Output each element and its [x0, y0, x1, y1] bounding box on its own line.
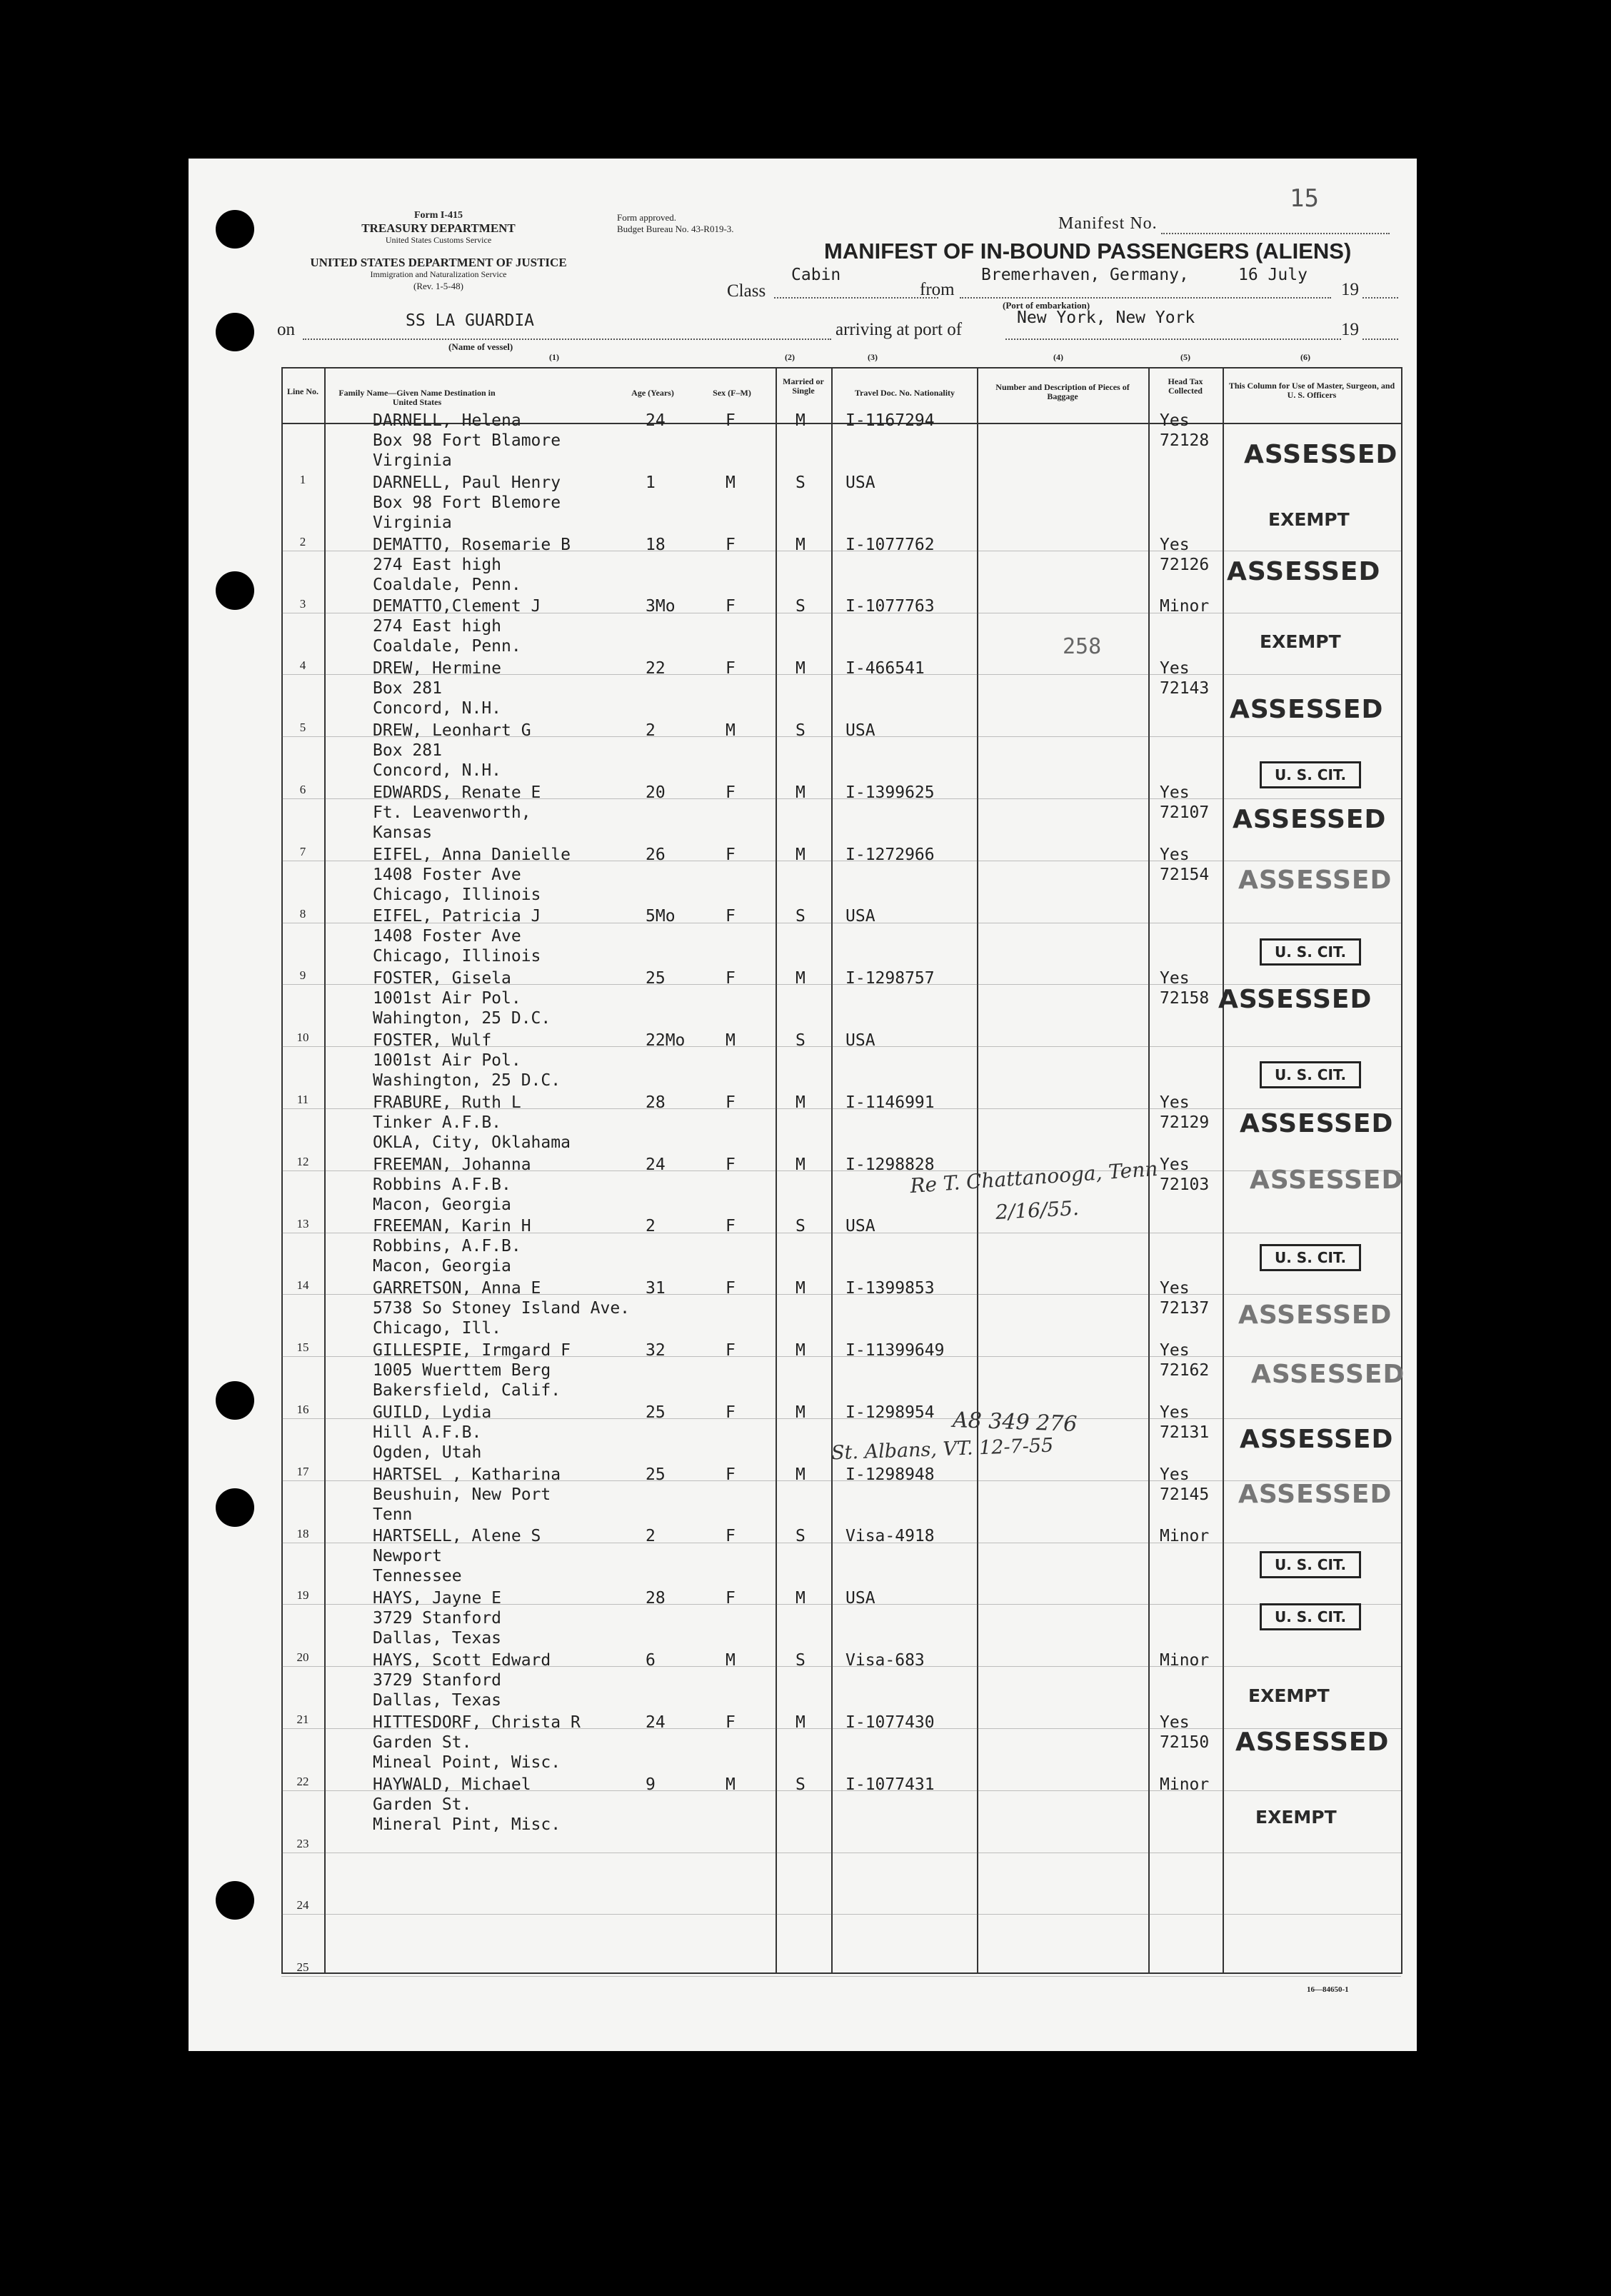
punch-hole [216, 313, 254, 351]
passenger-marital: S [796, 597, 806, 616]
head-tax-receipt: 72143 [1160, 679, 1210, 698]
from-value: Bremerhaven, Germany, [981, 266, 1189, 284]
passenger-marital: M [796, 1341, 806, 1360]
officer-stamp: U. S. CIT. [1260, 1061, 1361, 1088]
officer-stamp: ASSESSED [1218, 985, 1372, 1014]
passenger-sex: F [726, 1527, 736, 1545]
passenger-name: HARTSELL, Alene S [373, 1527, 541, 1545]
passenger-name: DEMATTO, Rosemarie B [373, 536, 571, 554]
passenger-sex: F [726, 1403, 736, 1422]
manifest-title: MANIFEST OF IN-BOUND PASSENGERS (ALIENS) [824, 239, 1352, 264]
passenger-sex: F [726, 907, 736, 926]
arriving-label: arriving at port of [835, 320, 963, 339]
passenger-age: 20 [646, 783, 666, 802]
head-tax-receipt: 72128 [1160, 431, 1210, 450]
line-number: 25 [296, 1960, 309, 1974]
passenger-name: EDWARDS, Renate E [373, 783, 541, 802]
col-line-no: Line No. [286, 386, 318, 396]
row-divider [281, 1976, 1401, 1977]
passenger-name: HAYS, Jayne E [373, 1589, 502, 1608]
passenger-age: 22Mo [646, 1031, 686, 1050]
col-baggage: Number and Description of Pieces of Baggage [995, 382, 1130, 402]
passenger-marital: S [796, 1217, 806, 1235]
passenger-name: HITTESDORF, Christa R [373, 1713, 581, 1732]
passenger-address-2: Coaldale, Penn. [373, 637, 521, 656]
passenger-name: GILLESPIE, Irmgard F [373, 1341, 571, 1360]
passenger-address-2: OKLA, City, Oklahama [373, 1133, 571, 1152]
passenger-sex: F [726, 1155, 736, 1174]
head-tax-status: Yes [1160, 1155, 1190, 1174]
passenger-age: 28 [646, 1589, 666, 1608]
passenger-sex: F [726, 1589, 736, 1608]
passenger-marital: M [796, 659, 806, 678]
head-tax-status: Yes [1160, 659, 1190, 678]
passenger-sex: F [726, 1465, 736, 1484]
line-number: 11 [296, 1093, 309, 1106]
customs-service: United States Customs Service [385, 235, 492, 245]
head-tax-status: Yes [1160, 1279, 1190, 1298]
head-tax-receipt: 72158 [1160, 989, 1210, 1008]
passenger-marital: M [796, 536, 806, 554]
passenger-name: FREEMAN, Karin H [373, 1217, 531, 1235]
passenger-address-1: Hill A.F.B. [373, 1423, 482, 1442]
line-number: 22 [296, 1775, 309, 1788]
head-tax-receipt: 72162 [1160, 1361, 1210, 1380]
passenger-name: DREW, Leonhart G [373, 721, 531, 740]
baggage-number: 258 [1063, 634, 1102, 659]
passenger-address-1: Garden St. [373, 1733, 472, 1752]
passenger-address-2: Dallas, Texas [373, 1691, 502, 1710]
officer-stamp: U. S. CIT. [1260, 761, 1361, 788]
head-tax-receipt: 72145 [1160, 1485, 1210, 1504]
passenger-marital: M [796, 411, 806, 430]
head-tax-receipt: 72154 [1160, 866, 1210, 884]
handwritten-note-1b: 2/16/55. [995, 1195, 1080, 1225]
passenger-address-2: Chicago, Illinois [373, 886, 541, 904]
passenger-address-2: Washington, 25 D.C. [373, 1071, 561, 1090]
head-tax-status: Minor [1160, 1527, 1210, 1545]
punch-hole [216, 1488, 254, 1527]
passenger-name: EIFEL, Anna Danielle [373, 846, 571, 864]
head-tax-status: Yes [1160, 1713, 1190, 1732]
officer-stamp: ASSESSED [1251, 1360, 1405, 1389]
passenger-address-2: Mineral Pint, Misc. [373, 1815, 561, 1834]
passenger-address-2: Dallas, Texas [373, 1629, 502, 1648]
line-number: 18 [296, 1527, 309, 1540]
row-divider [281, 1914, 1401, 1915]
passenger-doc: I-1298948 [845, 1465, 935, 1484]
year-label-1: 19 [1341, 280, 1359, 299]
passenger-doc: I-11399649 [845, 1341, 945, 1360]
passenger-address-1: Newport [373, 1547, 442, 1565]
officer-stamp: U. S. CIT. [1260, 1244, 1361, 1271]
passenger-sex: F [726, 597, 736, 616]
passenger-address-2: Kansas [373, 823, 433, 842]
passenger-marital: S [796, 907, 806, 926]
passenger-age: 3Mo [646, 597, 676, 616]
passenger-doc: I-1399625 [845, 783, 935, 802]
passenger-age: 31 [646, 1279, 666, 1298]
passenger-doc: I-1298954 [845, 1403, 935, 1422]
passenger-address-1: Ft. Leavenworth, [373, 803, 531, 822]
passenger-address-1: Box 98 Fort Blemore [373, 493, 561, 512]
passenger-marital: M [796, 1093, 806, 1112]
head-tax-status: Yes [1160, 1341, 1190, 1360]
officer-stamp: U. S. CIT. [1260, 1603, 1361, 1630]
officer-stamp: EXEMPT [1268, 509, 1350, 530]
passenger-age: 5Mo [646, 907, 676, 926]
col-num-5: (5) [1180, 352, 1190, 362]
passenger-sex: M [726, 1031, 736, 1050]
passenger-sex: F [726, 659, 736, 678]
passenger-name: HARTSEL , Katharina [373, 1465, 561, 1484]
passenger-marital: S [796, 1651, 806, 1670]
passenger-doc: I-1298757 [845, 969, 935, 988]
col-officers: This Column for Use of Master, Surgeon, and U. S. Officers [1228, 381, 1395, 401]
passenger-address-1: Tinker A.F.B. [373, 1113, 502, 1132]
passenger-marital: S [796, 721, 806, 740]
budget-bureau: Budget Bureau No. 43-R019-3. [617, 224, 734, 234]
passenger-sex: F [726, 846, 736, 864]
passenger-doc: USA [845, 473, 875, 492]
passenger-address-2: Tennessee [373, 1567, 462, 1585]
col-num-2: (2) [785, 352, 795, 362]
passenger-name: FREEMAN, Johanna [373, 1155, 531, 1174]
date-value: 16 July [1238, 266, 1308, 284]
line-number: 4 [299, 658, 306, 672]
officer-stamp: ASSESSED [1230, 695, 1384, 724]
passenger-age: 2 [646, 1217, 656, 1235]
passenger-sex: M [726, 721, 736, 740]
manifest-page [189, 159, 1417, 2051]
col-travel: Travel Doc. No. Nationality [854, 388, 955, 398]
officer-stamp: U. S. CIT. [1260, 938, 1361, 966]
passenger-marital: M [796, 783, 806, 802]
passenger-marital: M [796, 1155, 806, 1174]
passenger-sex: F [726, 536, 736, 554]
head-tax-status: Yes [1160, 1093, 1190, 1112]
head-tax-receipt: 72107 [1160, 803, 1210, 822]
passenger-address-1: 1001st Air Pol. [373, 1051, 521, 1070]
punch-hole [216, 571, 254, 610]
passenger-name: FRABURE, Ruth L [373, 1093, 521, 1112]
passenger-sex: F [726, 783, 736, 802]
passenger-address-1: Box 281 [373, 679, 442, 698]
head-tax-receipt: 72137 [1160, 1299, 1210, 1318]
passenger-address-1: 3729 Stanford [373, 1609, 502, 1628]
line-number: 12 [296, 1155, 309, 1168]
passenger-address-1: Garden St. [373, 1795, 472, 1814]
passenger-sex: F [726, 969, 736, 988]
vessel-label: (Name of vessel) [448, 341, 513, 352]
passenger-marital: M [796, 1465, 806, 1484]
passenger-age: 25 [646, 1403, 666, 1422]
passenger-doc: USA [845, 721, 875, 740]
form-approved: Form approved. [617, 212, 677, 223]
col-num-6: (6) [1300, 352, 1310, 362]
passenger-sex: F [726, 411, 736, 430]
passenger-marital: M [796, 1403, 806, 1422]
passenger-address-1: 1408 Foster Ave [373, 866, 521, 884]
head-tax-status: Minor [1160, 1775, 1210, 1794]
head-tax-receipt: 72131 [1160, 1423, 1210, 1442]
passenger-address-2: Concord, N.H. [373, 761, 502, 780]
line-number: 20 [296, 1650, 309, 1664]
class-label: Class [727, 281, 766, 301]
passenger-age: 2 [646, 721, 656, 740]
punch-hole [216, 1881, 254, 1920]
passenger-address-2: Ogden, Utah [373, 1443, 482, 1462]
line-number: 14 [296, 1278, 309, 1292]
head-tax-status: Yes [1160, 1403, 1190, 1422]
punch-hole [216, 210, 254, 249]
passenger-sex: M [726, 1651, 736, 1670]
passenger-address-2: Bakersfield, Calif. [373, 1381, 561, 1400]
passenger-doc: I-1167294 [845, 411, 935, 430]
col-married: Married or Single [783, 376, 824, 396]
passenger-marital: M [796, 969, 806, 988]
passenger-age: 28 [646, 1093, 666, 1112]
head-tax-status: Yes [1160, 1465, 1190, 1484]
officer-stamp: EXEMPT [1260, 631, 1341, 652]
passenger-marital: S [796, 473, 806, 492]
passenger-address-1: Box 98 Fort Blamore [373, 431, 561, 450]
form-number: Form I-415 [413, 210, 463, 221]
passenger-sex: F [726, 1713, 736, 1732]
col-sex: Sex (F–M) [713, 388, 751, 398]
line-number: 21 [296, 1713, 309, 1726]
head-tax-status: Minor [1160, 1651, 1210, 1670]
passenger-age: 6 [646, 1651, 656, 1670]
passenger-doc: I-1077431 [845, 1775, 935, 1794]
line-number: 6 [299, 783, 306, 796]
officer-stamp: ASSESSED [1238, 1480, 1392, 1509]
passenger-address-2: Chicago, Illinois [373, 947, 541, 966]
passenger-name: GARRETSON, Anna E [373, 1279, 541, 1298]
passenger-name: DEMATTO,Clement J [373, 597, 541, 616]
officer-stamp: ASSESSED [1240, 1425, 1394, 1454]
from-label: from [920, 280, 955, 299]
line-number: 19 [296, 1588, 309, 1602]
line-number: 24 [296, 1898, 309, 1912]
head-tax-status: Yes [1160, 783, 1190, 802]
passenger-doc: I-1298828 [845, 1155, 935, 1174]
passenger-doc: I-1077763 [845, 597, 935, 616]
justice-dept: UNITED STATES DEPARTMENT OF JUSTICE [310, 256, 567, 269]
passenger-address-1: 1005 Wuerttem Berg [373, 1361, 551, 1380]
passenger-doc: USA [845, 1217, 875, 1235]
passenger-address-1: Box 281 [373, 741, 442, 760]
print-code: 16—84650-1 [1307, 1985, 1349, 1994]
manifest-number: 15 [1290, 184, 1319, 213]
passenger-name: DREW, Hermine [373, 659, 502, 678]
passenger-address-2: Tenn [373, 1505, 413, 1524]
treasury-dept: TREASURY DEPARTMENT [361, 221, 516, 235]
passenger-name: DARNELL, Helena [373, 411, 521, 430]
passenger-address-1: 1408 Foster Ave [373, 927, 521, 946]
passenger-address-2: Macon, Georgia [373, 1257, 511, 1275]
col-age: Age (Years) [631, 388, 674, 398]
passenger-sex: F [726, 1217, 736, 1235]
punch-hole [216, 1381, 254, 1420]
head-tax-status: Yes [1160, 536, 1190, 554]
passenger-doc: USA [845, 1031, 875, 1050]
head-tax-status: Yes [1160, 411, 1190, 430]
passenger-doc: I-1399853 [845, 1279, 935, 1298]
head-tax-status: Yes [1160, 969, 1190, 988]
vessel-name: SS LA GUARDIA [406, 311, 535, 330]
passenger-marital: M [796, 1713, 806, 1732]
line-number: 8 [299, 907, 306, 921]
col-num-4: (4) [1053, 352, 1063, 362]
passenger-address-2: Virginia [373, 513, 452, 532]
head-tax-receipt: 72103 [1160, 1175, 1210, 1194]
passenger-address-2: Virginia [373, 451, 452, 470]
col-num-1: (1) [549, 352, 559, 362]
officer-stamp: EXEMPT [1255, 1807, 1337, 1828]
passenger-doc: I-466541 [845, 659, 925, 678]
line-number: 5 [299, 721, 306, 734]
passenger-address-2: Coaldale, Penn. [373, 576, 521, 594]
head-tax-status: Yes [1160, 846, 1190, 864]
passenger-marital: S [796, 1775, 806, 1794]
line-number: 2 [299, 535, 306, 548]
passenger-address-1: 5738 So Stoney Island Ave. [373, 1299, 631, 1318]
passenger-name: HAYS, Scott Edward [373, 1651, 551, 1670]
officer-stamp: ASSESSED [1227, 557, 1381, 586]
officer-stamp: ASSESSED [1240, 1109, 1394, 1138]
ins-service: Immigration and Naturalization Service [370, 269, 507, 279]
passenger-age: 24 [646, 1155, 666, 1174]
line-number: 3 [299, 597, 306, 611]
line-number: 16 [296, 1403, 309, 1416]
passenger-name: EIFEL, Patricia J [373, 907, 541, 926]
line-number: 23 [296, 1837, 309, 1850]
passenger-name: GUILD, Lydia [373, 1403, 492, 1422]
passenger-age: 25 [646, 969, 666, 988]
year-label-2: 19 [1341, 320, 1359, 339]
arriving-port: New York, New York [1017, 309, 1195, 327]
passenger-age: 22 [646, 659, 666, 678]
manifest-no-label: Manifest No. [1058, 214, 1158, 233]
passenger-doc: Visa-4918 [845, 1527, 935, 1545]
passenger-doc: I-1077762 [845, 536, 935, 554]
passenger-age: 1 [646, 473, 656, 492]
line-number: 13 [296, 1217, 309, 1230]
port-embark-label: (Port of embarkation) [1003, 300, 1090, 311]
passenger-age: 9 [646, 1775, 656, 1794]
col-num-3: (3) [868, 352, 878, 362]
passenger-address-2: Mineal Point, Wisc. [373, 1753, 561, 1772]
officer-stamp: EXEMPT [1248, 1685, 1330, 1706]
passenger-sex: F [726, 1093, 736, 1112]
passenger-address-2: Macon, Georgia [373, 1195, 511, 1214]
passenger-address-2: Concord, N.H. [373, 699, 502, 718]
passenger-name: HAYWALD, Michael [373, 1775, 531, 1794]
passenger-age: 18 [646, 536, 666, 554]
line-number: 10 [296, 1031, 309, 1044]
passenger-doc: USA [845, 907, 875, 926]
passenger-age: 25 [646, 1465, 666, 1484]
class-value: Cabin [791, 266, 841, 284]
passenger-sex: F [726, 1341, 736, 1360]
officer-stamp: ASSESSED [1238, 1300, 1392, 1330]
handwritten-note-2a: A8 349 276 [952, 1407, 1078, 1438]
handwritten-note-2b: St. Albans, VT. 12-7-55 [830, 1434, 1054, 1465]
officer-stamp: U. S. CIT. [1260, 1551, 1361, 1578]
passenger-doc: I-1146991 [845, 1093, 935, 1112]
passenger-doc: I-1077430 [845, 1713, 935, 1732]
col-headtax: Head Tax Collected [1168, 376, 1203, 396]
head-tax-receipt: 72129 [1160, 1113, 1210, 1132]
officer-stamp: ASSESSED [1238, 866, 1392, 895]
passenger-age: 24 [646, 1713, 666, 1732]
passenger-marital: M [796, 1279, 806, 1298]
passenger-address-1: Beushuin, New Port [373, 1485, 551, 1504]
passenger-address-1: 1001st Air Pol. [373, 989, 521, 1008]
line-number: 17 [296, 1465, 309, 1478]
passenger-age: 26 [646, 846, 666, 864]
passenger-doc: Visa-683 [845, 1651, 925, 1670]
passenger-sex: M [726, 473, 736, 492]
line-number: 15 [296, 1340, 309, 1354]
passenger-marital: S [796, 1527, 806, 1545]
handwritten-note-1a: Re T. Chattanooga, Tenn [909, 1156, 1159, 1198]
line-number: 1 [299, 473, 306, 486]
officer-stamp: ASSESSED [1235, 1728, 1390, 1757]
passenger-age: 2 [646, 1527, 656, 1545]
passenger-sex: F [726, 1279, 736, 1298]
col-name: Family Name—Given Name Destination in United States [338, 388, 496, 408]
head-tax-receipt: 72126 [1160, 556, 1210, 574]
passenger-address-1: 274 East high [373, 617, 502, 636]
head-tax-receipt: 72150 [1160, 1733, 1210, 1752]
passenger-name: FOSTER, Wulf [373, 1031, 492, 1050]
passenger-address-1: 274 East high [373, 556, 502, 574]
passenger-marital: S [796, 1031, 806, 1050]
passenger-marital: M [796, 1589, 806, 1608]
passenger-name: DARNELL, Paul Henry [373, 473, 561, 492]
line-number: 7 [299, 845, 306, 858]
passenger-address-1: Robbins A.F.B. [373, 1175, 511, 1194]
passenger-address-2: Wahington, 25 D.C. [373, 1009, 551, 1028]
passenger-age: 24 [646, 411, 666, 430]
passenger-name: FOSTER, Gisela [373, 969, 511, 988]
passenger-address-2: Chicago, Ill. [373, 1319, 502, 1338]
officer-stamp: ASSESSED [1244, 440, 1398, 469]
on-label: on [277, 320, 295, 339]
revision: (Rev. 1-5-48) [413, 281, 463, 291]
line-number: 9 [299, 968, 306, 982]
passenger-doc: I-1272966 [845, 846, 935, 864]
head-tax-status: Minor [1160, 597, 1210, 616]
passenger-age: 32 [646, 1341, 666, 1360]
passenger-doc: USA [845, 1589, 875, 1608]
passenger-marital: M [796, 846, 806, 864]
passenger-sex: M [726, 1775, 736, 1794]
officer-stamp: ASSESSED [1250, 1165, 1404, 1195]
passenger-address-1: 3729 Stanford [373, 1671, 502, 1690]
passenger-address-1: Robbins, A.F.B. [373, 1237, 521, 1255]
officer-stamp: ASSESSED [1233, 805, 1387, 834]
